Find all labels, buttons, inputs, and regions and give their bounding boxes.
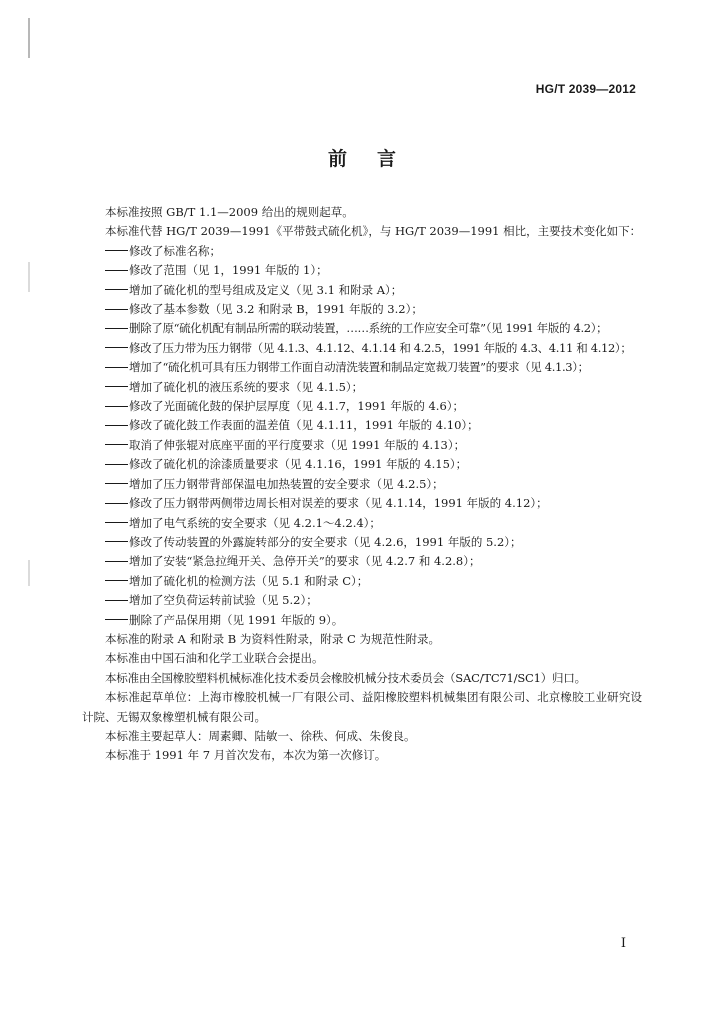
list-item	[82, 514, 642, 533]
dash-mark	[105, 600, 128, 601]
dash-mark	[105, 386, 128, 387]
list-item-text: 修改了硫化机的涂漆质量要求（见 4.1.16，1991 年版的 4.15）；	[129, 457, 468, 472]
dash-mark	[105, 444, 128, 445]
scan-edge-mark	[28, 560, 30, 586]
list-item	[82, 611, 642, 630]
list-item	[82, 339, 642, 358]
list-item-text: 增加了硫化机的型号组成及定义（见 3.1 和附录 A）；	[129, 282, 403, 297]
list-item-text: 修改了光面硫化鼓的保护层厚度（见 4.1.7，1991 年版的 4.6）；	[129, 399, 465, 414]
list-item	[82, 436, 642, 455]
list-item-text: 增加了硫化机的检测方法（见 5.1 和附录 C）；	[129, 573, 369, 588]
list-item	[82, 494, 642, 513]
dash-mark	[105, 309, 128, 310]
paragraph-appendices: 本标准的附录 A 和附录 B 为资料性附录，附录 C 为规范性附录。	[105, 631, 440, 646]
list-item	[82, 300, 642, 319]
foreword-body	[82, 203, 642, 766]
list-item	[82, 358, 642, 377]
dash-mark	[105, 561, 128, 562]
list-item-text: 修改了范围（见 1，1991 年版的 1）；	[129, 263, 328, 278]
list-item-text: 修改了压力带为压力钢带（见 4.1.3、4.1.12、4.1.14 和 4.2.5，1991 年版的 4.3、4.11 和 4.12）；	[129, 340, 632, 355]
list-item	[82, 281, 642, 300]
dash-mark	[105, 522, 128, 523]
list-item	[82, 552, 642, 571]
list-item-text: 删除了产品保用期（见 1991 年版的 9）。	[129, 612, 344, 627]
list-item	[82, 242, 642, 261]
paragraph-history: 本标准于 1991 年 7 月首次发布，本次为第一次修订。	[105, 748, 387, 763]
list-item-text: 增加了电气系统的安全要求（见 4.2.1～4.2.4）；	[129, 515, 381, 530]
scan-edge-mark	[28, 262, 30, 292]
list-item-text: 增加了压力钢带背部保温电加热装置的安全要求（见 4.2.5）；	[129, 476, 444, 491]
list-item	[82, 591, 642, 610]
list-item-text: 修改了压力钢带两侧带边周长相对误差的要求（见 4.1.14，1991 年版的 4.12）；	[129, 496, 548, 511]
scan-edge-mark	[28, 18, 30, 58]
paragraph-proposer: 本标准由中国石油和化学工业联合会提出。	[105, 651, 324, 666]
dash-mark	[105, 270, 128, 271]
list-item	[82, 378, 642, 397]
list-item	[82, 319, 642, 338]
page-title	[0, 144, 724, 171]
list-item-text: 增加了硫化机的液压系统的要求（见 4.1.5）；	[129, 379, 364, 394]
dash-mark	[105, 541, 128, 542]
dash-mark	[105, 347, 128, 348]
dash-mark	[105, 580, 128, 581]
page-number: I	[620, 936, 626, 951]
dash-mark	[105, 619, 128, 620]
list-item-text: 修改了传动装置的外露旋转部分的安全要求（见 4.2.6，1991 年版的 5.2）；	[129, 534, 522, 549]
title-char-1: 前	[327, 148, 347, 170]
dash-mark	[105, 289, 128, 290]
dash-mark	[105, 367, 128, 368]
list-item-text: 增加了“硫化机可具有压力钢带工作面自动清洗装置和制品定宽裁刀装置”的要求（见 4.1.3）；	[129, 360, 589, 375]
list-item-text: 修改了基本参数（见 3.2 和附录 B，1991 年版的 3.2）；	[129, 302, 423, 317]
dash-mark	[105, 328, 128, 329]
list-item	[82, 261, 642, 280]
list-item	[82, 533, 642, 552]
list-item-text: 修改了硫化鼓工作表面的温差值（见 4.1.11，1991 年版的 4.10）；	[129, 418, 479, 433]
dash-mark	[105, 250, 128, 251]
list-item	[82, 455, 642, 474]
list-item-text: 增加了空负荷运转前试验（见 5.2）；	[129, 593, 318, 608]
dash-mark	[105, 483, 128, 484]
list-item-text: 取消了伸张辊对底座平面的平行度要求（见 1991 年版的 4.13）；	[129, 437, 466, 452]
paragraph-drafting-rules: 本标准按照 GB/T 1.1—2009 给出的规则起草。	[105, 205, 354, 219]
list-item-text: 增加了安装“紧急拉绳开关、急停开关”的要求（见 4.2.7 和 4.2.8）；	[129, 554, 481, 569]
standard-code: HG/T 2039—2012	[535, 82, 636, 96]
dash-mark	[105, 406, 128, 407]
list-item-text: 修改了标准名称；	[129, 243, 221, 258]
title-char-2: 言	[377, 148, 397, 170]
list-item	[82, 475, 642, 494]
paragraph-drafters: 本标准主要起草人：周素卿、陆敏一、徐秩、何成、朱俊良。	[105, 728, 416, 743]
changes-list	[82, 242, 642, 630]
dash-mark	[105, 464, 128, 465]
dash-mark	[105, 425, 128, 426]
list-item	[82, 572, 642, 591]
list-item-text: 删除了原“硫化机配有制品所需的联动装置，……系统的工作应安全可靠”（见 1991 年版的 4.2）；	[129, 321, 608, 336]
dash-mark	[105, 503, 128, 504]
paragraph-technical-committee: 本标准由全国橡胶塑料机械标准化技术委员会橡胶机械分技术委员会（SAC/TC71/SC1）归口。	[105, 670, 586, 685]
paragraph-replacement: 本标准代替 HG/T 2039—1991《平带鼓式硫化机》，与 HG/T 2039—1991 相比，主要技术变化如下：	[105, 224, 642, 239]
paragraph-drafting-units: 本标准起草单位：上海市橡胶机械一厂有限公司、益阳橡胶塑料机械集团有限公司、北京橡胶工业研究设计院、无锡双象橡塑机械有限公司。	[82, 690, 642, 724]
list-item	[82, 416, 642, 435]
list-item	[82, 397, 642, 416]
